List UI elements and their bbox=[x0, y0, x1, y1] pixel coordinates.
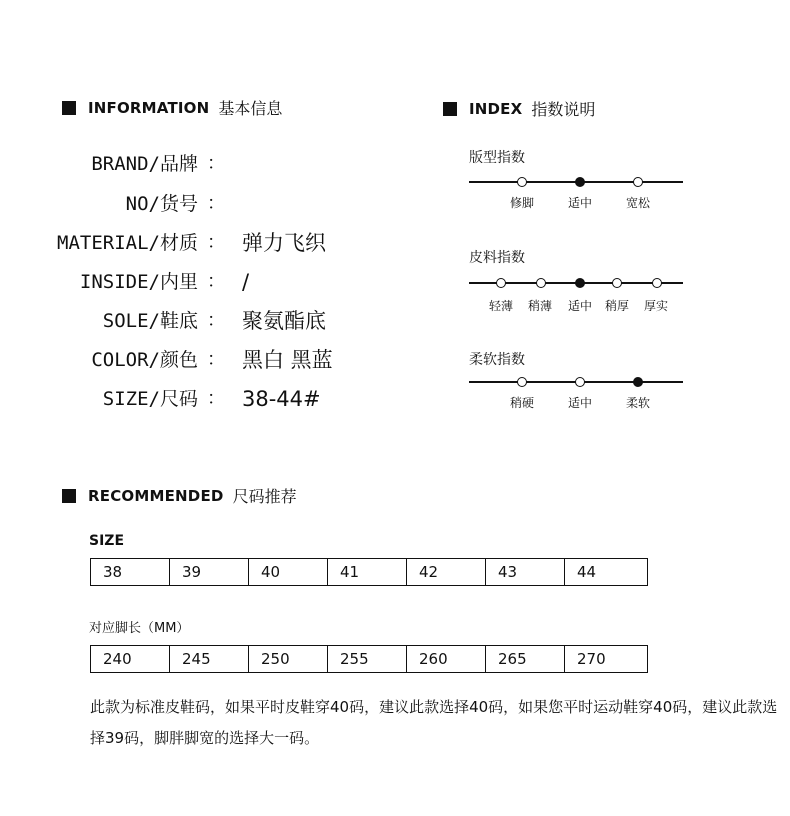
info-row-no bbox=[0, 189, 400, 219]
info-colon: ： bbox=[207, 193, 225, 214]
info-colon: ： bbox=[207, 388, 225, 409]
info-row-material bbox=[0, 228, 400, 258]
scale-option-label: 适中 bbox=[567, 299, 593, 313]
size-cell: 43 bbox=[486, 559, 565, 585]
foot-length-cell: 270 bbox=[577, 650, 606, 668]
scale-dot-selected bbox=[575, 177, 585, 187]
information-list bbox=[0, 0, 400, 430]
size-cell: 42 bbox=[407, 559, 486, 585]
scale-option-label: 修脚 bbox=[509, 196, 535, 210]
scale-option-label: 厚实 bbox=[643, 299, 669, 313]
scale-dot bbox=[536, 278, 546, 288]
info-colon: ： bbox=[207, 232, 225, 253]
scale-dot-selected bbox=[575, 278, 585, 288]
info-label: INSIDE/内里 bbox=[79, 271, 198, 293]
info-label: SOLE/鞋底 bbox=[102, 310, 198, 332]
size-advice-note: 此款为标准皮鞋码，如果平时皮鞋穿40码，建议此款选择40码，如果您平时运动鞋穿40码，建议此款选择39码，脚胖脚宽的选择大一码。 bbox=[90, 698, 778, 747]
scale-dot bbox=[575, 377, 585, 387]
info-value: / bbox=[242, 270, 250, 294]
info-value: 聚氨酯底 bbox=[242, 309, 326, 333]
info-colon: ： bbox=[207, 153, 225, 174]
info-label: SIZE/尺码 bbox=[102, 388, 198, 410]
scale-title-softness: 柔软指数 bbox=[469, 352, 525, 368]
size-table bbox=[90, 558, 648, 586]
index-title-en: INDEX bbox=[469, 99, 523, 118]
recommended-section-title bbox=[62, 484, 297, 507]
information-title-en: INFORMATION bbox=[88, 98, 210, 117]
scale-dot bbox=[633, 177, 643, 187]
size-cell: 41 bbox=[328, 559, 407, 585]
index-section-title bbox=[443, 97, 595, 120]
scale-option-label: 适中 bbox=[567, 396, 593, 410]
info-label: NO/货号 bbox=[125, 193, 198, 215]
info-colon: ： bbox=[207, 349, 225, 370]
scale-dot bbox=[496, 278, 506, 288]
info-label: MATERIAL/材质 bbox=[57, 232, 198, 254]
scale-option-label: 稍薄 bbox=[527, 299, 553, 313]
scale-option-label: 稍厚 bbox=[604, 299, 630, 313]
foot-length-cell: 240 bbox=[91, 646, 170, 672]
scale-title-leather: 皮料指数 bbox=[469, 250, 525, 266]
info-label: COLOR/颜色 bbox=[91, 349, 198, 371]
size-table-label: SIZE bbox=[89, 533, 125, 549]
info-row-size bbox=[0, 384, 400, 414]
scale-dot bbox=[652, 278, 662, 288]
scale-option-label: 轻薄 bbox=[488, 299, 514, 313]
scale-dot-selected bbox=[633, 377, 643, 387]
scale-dot bbox=[517, 377, 527, 387]
recommended-title-cn: 尺码推荐 bbox=[232, 487, 297, 506]
size-cell: 38 bbox=[91, 559, 170, 585]
size-cell: 39 bbox=[170, 559, 249, 585]
foot-length-cell: 250 bbox=[249, 646, 328, 672]
info-colon: ： bbox=[207, 271, 225, 292]
info-row-sole bbox=[0, 306, 400, 336]
size-cell: 40 bbox=[249, 559, 328, 585]
info-row-color bbox=[0, 345, 400, 375]
scale-dot bbox=[517, 177, 527, 187]
foot-length-table bbox=[90, 645, 648, 673]
info-row-inside bbox=[0, 267, 400, 297]
section-square-icon bbox=[62, 489, 76, 503]
info-value: 弹力飞织 bbox=[242, 231, 326, 255]
info-label: BRAND/品牌 bbox=[91, 153, 198, 175]
scale-option-label: 柔软 bbox=[625, 396, 651, 410]
scale-dot bbox=[612, 278, 622, 288]
info-row-brand bbox=[0, 149, 400, 179]
info-colon: ： bbox=[207, 310, 225, 331]
section-square-icon bbox=[443, 102, 457, 116]
recommended-title-en: RECOMMENDED bbox=[88, 486, 224, 505]
information-title-cn: 基本信息 bbox=[218, 99, 283, 118]
scale-option-label: 稍硬 bbox=[509, 396, 535, 410]
scale-option-label: 适中 bbox=[567, 196, 593, 210]
foot-length-cell: 255 bbox=[328, 646, 407, 672]
info-value: 黑白 黑蓝 bbox=[242, 348, 333, 372]
foot-length-cell: 245 bbox=[170, 646, 249, 672]
foot-length-label: 对应脚长（MM） bbox=[89, 621, 190, 636]
scale-title-fit: 版型指数 bbox=[469, 150, 525, 166]
foot-length-cell: 260 bbox=[407, 646, 486, 672]
info-value: 38-44# bbox=[242, 387, 321, 411]
size-cell: 44 bbox=[577, 563, 597, 581]
index-title-cn: 指数说明 bbox=[531, 100, 596, 119]
foot-length-cell: 265 bbox=[486, 646, 565, 672]
scale-option-label: 宽松 bbox=[625, 196, 651, 210]
